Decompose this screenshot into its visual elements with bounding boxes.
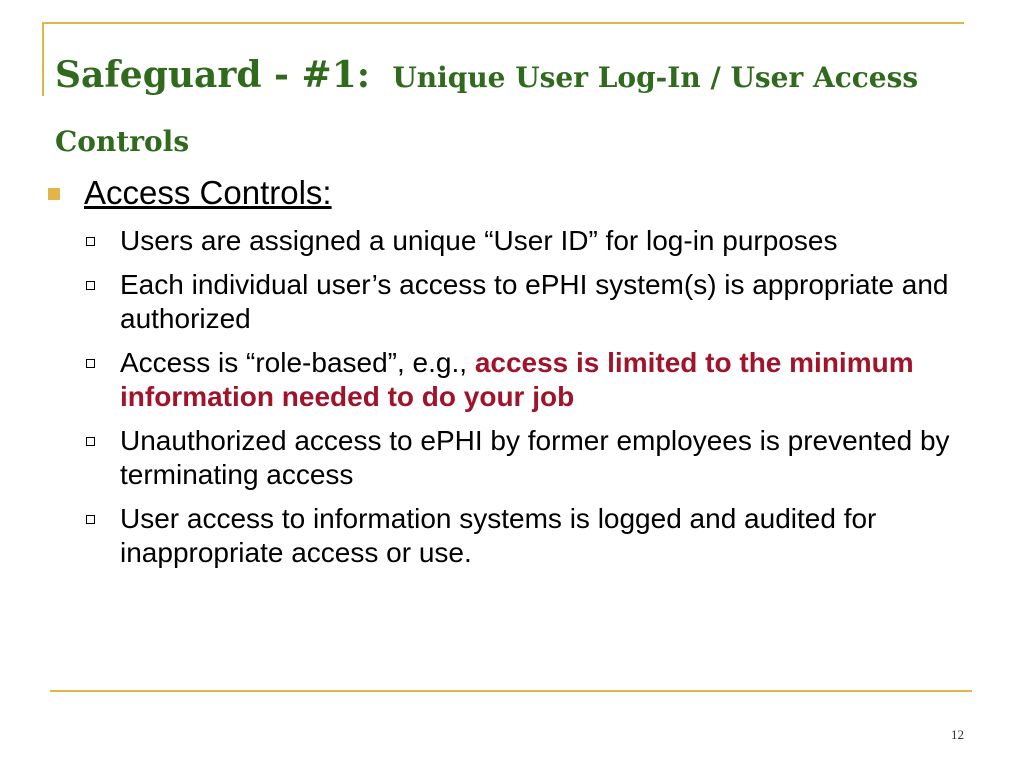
frame-top-rule	[42, 22, 964, 24]
bullet-text: Each individual user’s access to ePHI system(s) is appropriate and authorized	[120, 269, 949, 334]
heading-bullet	[48, 174, 1010, 212]
bullet-text: Users are assigned a unique “User ID” for log-in purposes	[120, 225, 838, 256]
slide-content	[48, 174, 1010, 580]
hollow-square-bullet-icon	[86, 437, 95, 446]
title-sub: Unique User Log-In / User Access Controls	[55, 61, 919, 158]
bullet-text: Unauthorized access to ePHI by former employees is prevented by terminating access	[120, 425, 950, 490]
hollow-square-bullet-icon	[86, 359, 95, 368]
list-item	[48, 424, 1010, 492]
list-item	[48, 224, 1010, 258]
list-item	[48, 502, 1010, 570]
list-item	[48, 268, 1010, 336]
title-main: Safeguard - #1:	[55, 54, 371, 96]
page-number: 12	[951, 727, 964, 742]
heading-label: Access Controls:	[84, 174, 332, 211]
hollow-square-bullet-icon	[86, 281, 95, 290]
bullet-highlight: access is limited to the minimum information needed to do your job	[120, 347, 914, 412]
hollow-square-bullet-icon	[86, 515, 95, 524]
footer-rule	[50, 690, 972, 692]
square-bullet-icon	[48, 188, 60, 200]
frame-left-rule	[42, 22, 44, 96]
slide-title	[55, 44, 995, 173]
list-item	[48, 346, 1010, 414]
hollow-square-bullet-icon	[86, 237, 95, 246]
bullet-text: User access to information systems is logged and audited for inappropriate access or use.	[120, 503, 877, 568]
bullet-text: Access is “role-based”, e.g.,	[120, 347, 475, 378]
bullet-list	[48, 224, 1010, 570]
